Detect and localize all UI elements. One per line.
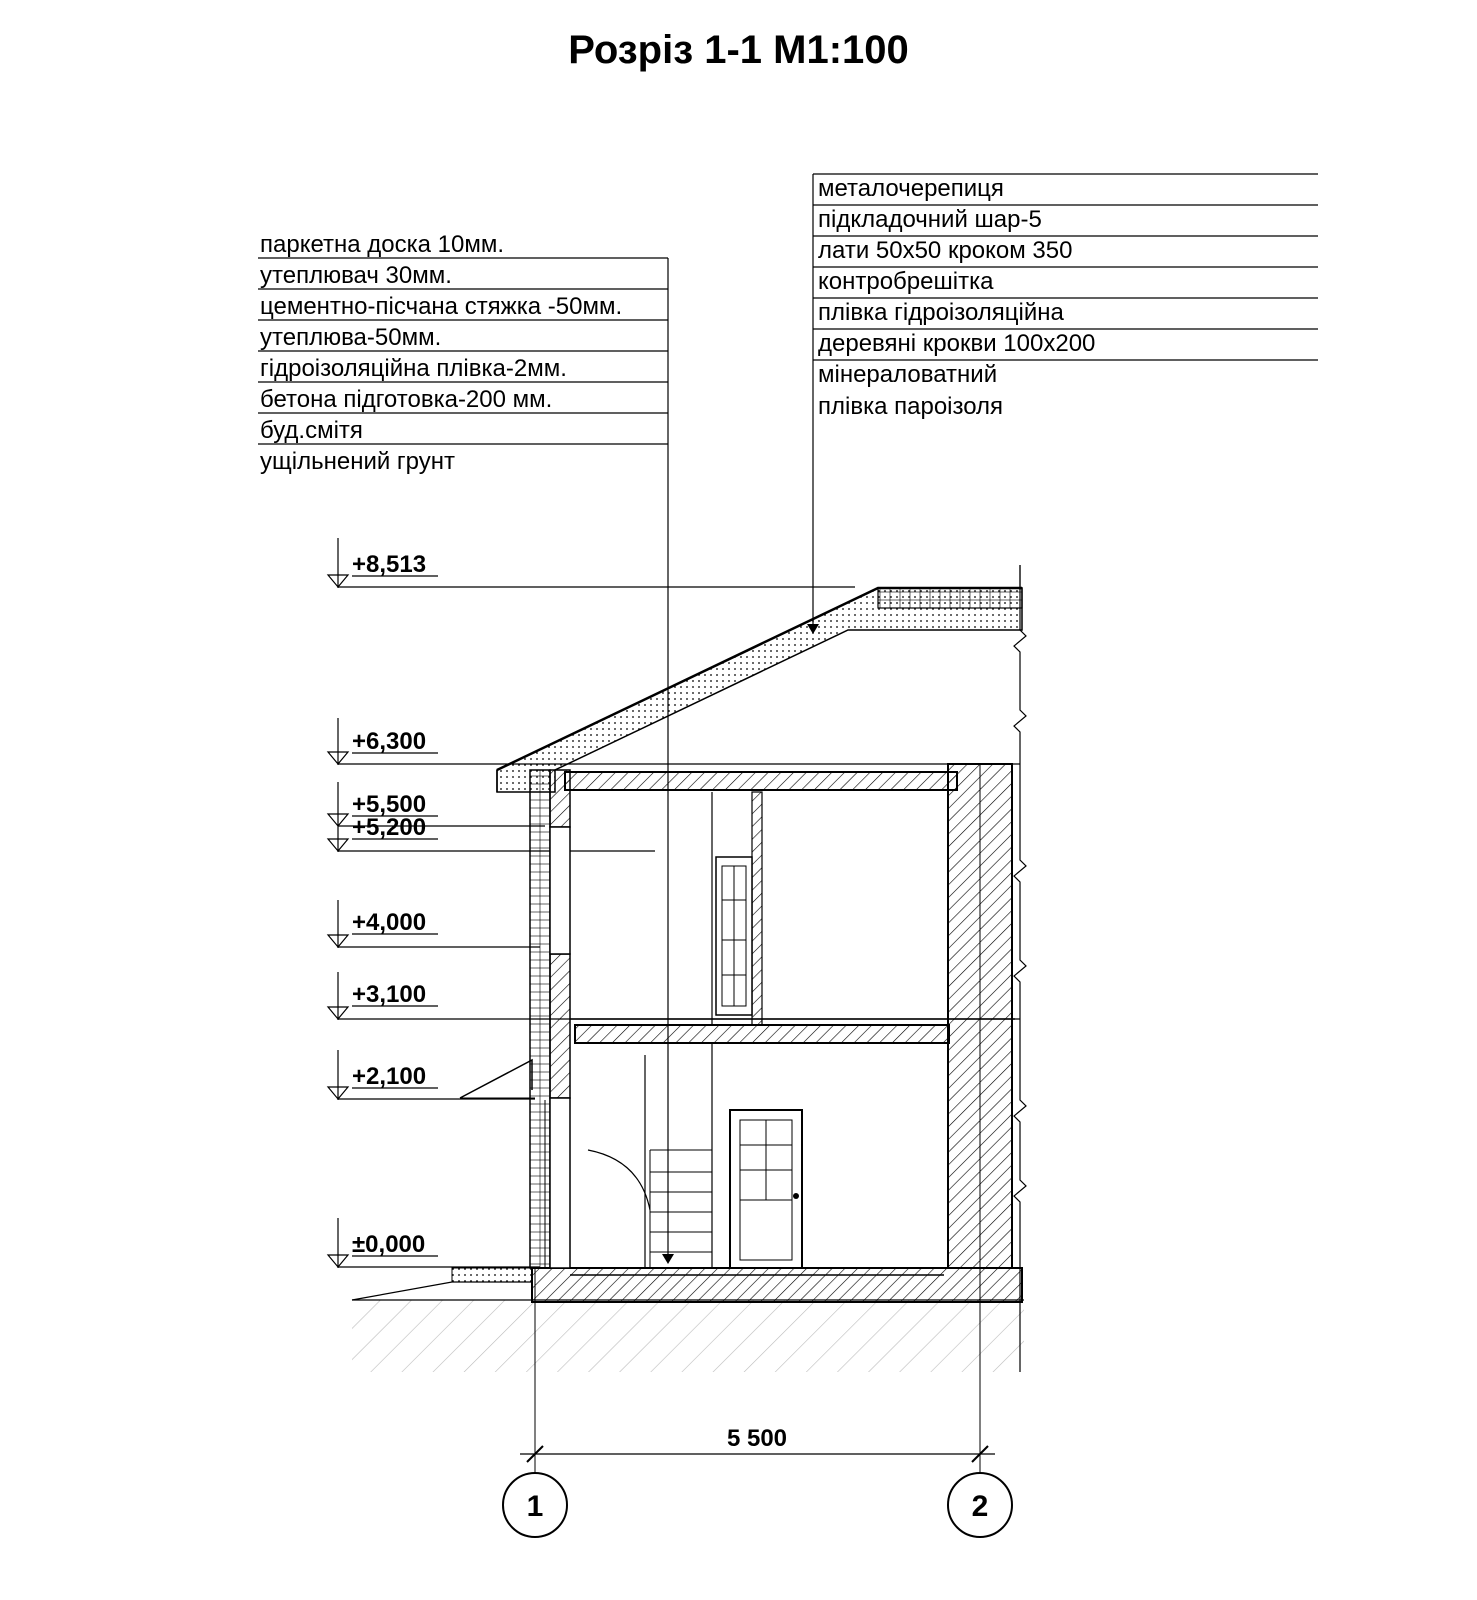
roof-layer-3 [813,268,1318,298]
floor-layer-label: ущільнений грунт [260,448,455,475]
roof-layer-5 [813,330,1318,360]
level-label: +6,300 [352,728,427,755]
axis-marker-2 [948,1473,1012,1537]
level-label: +5,200 [352,814,427,841]
level-label: +4,000 [352,909,427,936]
right-wall [948,764,1012,1300]
soil-hatch [352,1300,1024,1372]
floor-layers-callout [258,231,674,1264]
roof-layers-callout [807,174,1318,634]
left-wall-window [550,827,570,954]
dimension-label: 5 500 [726,1425,788,1452]
roof-layer-label: мінераловатний [818,361,998,388]
level-mark-3100 [328,972,1020,1020]
roof-layer-label: підкладочний шар-5 [818,206,1042,233]
floor-layer-7 [260,448,455,475]
roof-layer-1 [813,206,1318,236]
level-mark-5200 [328,814,655,852]
level-marks [328,538,1020,1268]
roof-layer-4 [813,299,1318,329]
roof-layer-2 [813,237,1318,267]
ground-floor-slab [532,1268,1022,1302]
axis-label: 1 [526,1490,544,1523]
axis-marker-1 [503,1473,567,1537]
entrance-canopy [460,1060,532,1098]
roof-layer-label: лати 50х50 кроком 350 [818,237,1073,264]
floor-layer-label: бетона підготовка-200 мм. [260,386,553,413]
roof-layer-label: контробрешітка [818,268,994,295]
level-label: ±0,000 [352,1231,426,1258]
attic-slab [565,772,957,790]
floor-layer-4 [258,355,668,382]
floor-layer-label: утеплювач 30мм. [260,262,452,289]
roof-layer-label: плівка гідроізоляційна [818,299,1064,326]
drawing-title: Розріз 1-1 М1:100 [568,28,909,72]
floor-layer-label: цементно-пісчана стяжка -50мм. [260,293,623,320]
floor-layer-6 [258,417,668,444]
level-mark-0000 [328,1218,540,1268]
floor-layer-label: паркетна доска 10мм. [260,231,505,258]
level-label: +2,100 [352,1063,427,1090]
roof-layer-6 [818,361,997,388]
floor-layer-1 [258,262,668,289]
level-mark-8513 [328,538,855,588]
level-label: +8,513 [352,551,427,578]
floor-layer-5 [258,386,668,413]
roof-layer-label: деревяні крокви 100х200 [818,330,1096,357]
level-label: +5,500 [352,791,427,818]
roof-layer-0 [813,175,1318,205]
stair [588,1043,712,1268]
floor-layer-2 [258,293,668,320]
level-label: +3,100 [352,981,427,1008]
roof-layer-label: плівка пароізоля [818,393,1004,420]
break-line [1014,565,1026,1372]
floor-layer-label: гідроізоляційна плівка-2мм. [260,355,567,382]
roof-layer-7 [818,393,1003,420]
floor-layer-label: утеплюва-50мм. [260,324,442,351]
roof [497,565,1022,792]
axis-label: 2 [971,1490,989,1523]
level-mark-6300 [328,718,1020,765]
floor-leader-arrow [662,1254,674,1264]
partition [752,792,762,1025]
floor-layer-3 [258,324,668,351]
blind-area [452,1268,532,1282]
level-mark-4000 [328,900,540,948]
floor-layer-label: буд.смітя [260,417,363,444]
roof-insulation [497,588,1022,792]
left-wall [530,770,570,1268]
floor-layer-0 [258,231,668,258]
left-wall-entrance [550,1098,570,1268]
roof-layer-label: металочерепиця [818,175,1004,202]
interfloor-slab [575,1025,949,1043]
